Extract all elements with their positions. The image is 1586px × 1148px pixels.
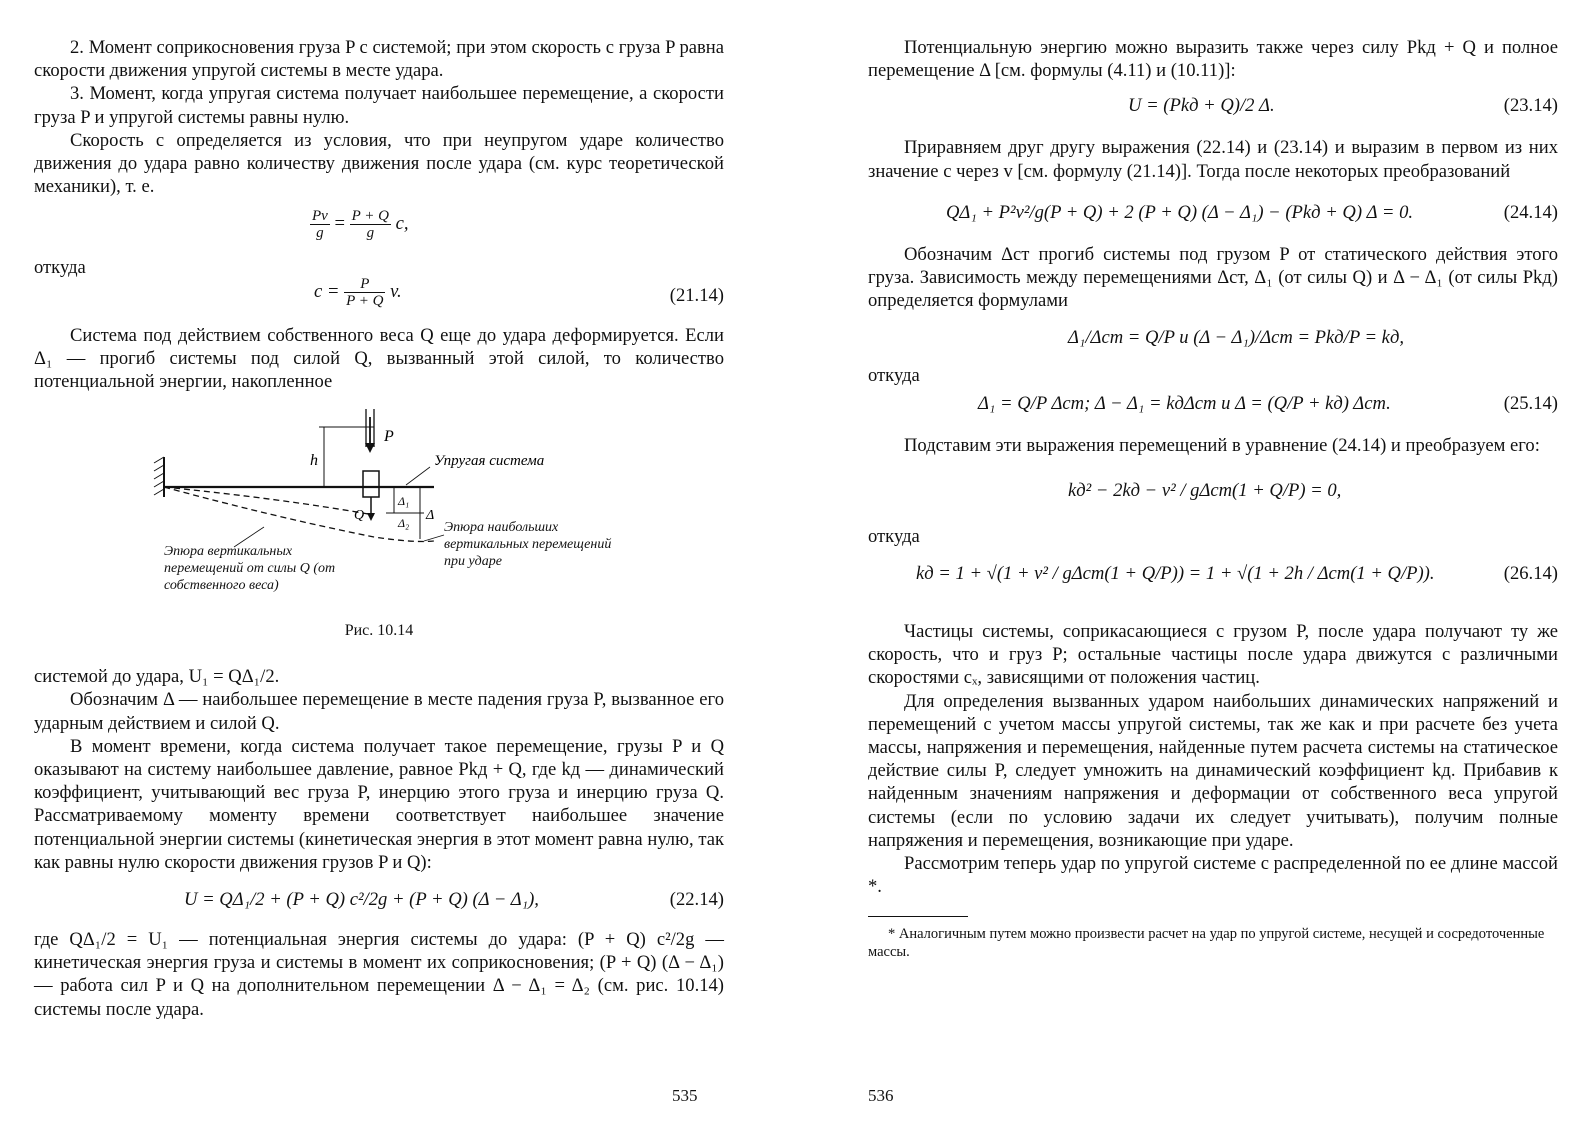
equation-number: (22.14) <box>669 889 724 911</box>
paragraph: где QΔ₁/2 = U₁ — потенциальная энергия системы до удара: (P + Q) c²/2g — кинетическая энергия груза и системы в момент их соприкосновения; (P + Q) (Δ − Δ₁) — работа сил P и Q на дополнительном перемещении Δ − Δ₁ = Δ₂ (см. рис. 10.14) системы после удара. <box>34 929 724 1020</box>
label-q: Q <box>354 508 365 524</box>
paragraph: Для определения вызванных ударом наибольших динамических напряжений и перемещений с учетом массы упругой системы, так же как и при расчете без учета массы, напряжения и перемещения, найденные путем расчета системы на статическое действие силы P, следует умножить на динамический коэффициент kд. Прибавив к найденным значениям напряжения и деформации от собственного веса упругой системы (если по условию задачи их следует учитывать), получим полные напряжения и перемещения, возникающие при ударе. <box>868 690 1558 851</box>
figure-caption: Рис. 10.14 <box>344 622 414 640</box>
equation-23-14: U = (Pkд + Q)/2 Δ. (23.14) <box>1128 95 1558 117</box>
equation-kd-quadratic: kд² − 2kд − v² / gΔст(1 + Q/P) = 0, <box>1068 479 1342 501</box>
equation-25-14: Δ₁ = Q/P Δст; Δ − Δ₁ = kдΔст и Δ = (Q/P + kд) Δст. (25.14) <box>978 392 1558 414</box>
label-h: h <box>310 452 318 470</box>
label-epure-q: Эпюра вертикальных перемещений от силы Q (от собственного веса) <box>164 544 336 594</box>
equation-24-14: QΔ₁ + P²v²/g(P + Q) + 2 (P + Q) (Δ − Δ₁) − (Pkд + Q) Δ = 0. (24.14) <box>946 201 1558 223</box>
paragraph: Подставим эти выражения перемещений в уравнение (24.14) и преобразуем его: <box>904 434 1540 456</box>
otkuda: откуда <box>868 525 920 547</box>
otkuda: откуда <box>868 365 920 387</box>
paragraph: Потенциальную энергию можно выразить также через силу Pkд + Q и полное перемещение Δ [см. формулы (4.11) и (10.11)]: <box>868 37 1558 82</box>
paragraph: Частицы системы, соприкасающиеся с грузом P, после удара получают ту же скорость, что и груз P; остальные частицы после удара движутся с различными скоростями cₓ, зависящими от положения частиц. <box>868 621 1558 689</box>
paragraph: Приравняем друг другу выражения (22.14) и (23.14) и выразим в первом из них значение c через v [см. формулу (21.14)]. Тогда после некоторых преобразований <box>868 137 1558 182</box>
paragraph: В момент времени, когда система получает такое перемещение, грузы P и Q оказывают на систему наибольшее давление, равное Pkд + Q, где kд — динамический коэффициент, учитывающий вес груза P, инерцию этого груза и инерцию груза Q. Рассматриваемому моменту времени соответствует наибольшее значение потенциальной энергии системы (кинетическая энергия в этот момент равна нулю, так как равны нулю скорости движения грузов P и Q): <box>34 735 724 873</box>
paragraph: Система под действием собственного веса Q еще до удара деформируется. Если Δ₁ — прогиб системы под силой Q, вызванный этой силой, то количество потенциальной энергии, накопленное <box>34 324 724 393</box>
label-elastic-system: Упругая система <box>434 453 545 470</box>
equation-number: (25.14) <box>1503 392 1558 414</box>
otkuda: откуда <box>34 257 86 279</box>
equation-momentum: $\frac{Pv}{g}$ = $\frac{P + Q}{g}$ c, <box>312 208 409 242</box>
equation-26-14: kд = 1 + √(1 + v² / gΔст(1 + Q/P)) = 1 + √(1 + 2h / Δст(1 + Q/P)). (26.14) <box>916 563 1558 585</box>
paragraph: Обозначим Δст прогиб системы под грузом P от статического действия этого груза. Зависимость между перемещениями Δст, Δ₁ (от силы Q) и Δ − Δ₁ (от силы Pkд) определяется формулами <box>868 243 1558 312</box>
equation-number: (21.14) <box>669 284 724 306</box>
page-number: 536 <box>868 1086 894 1105</box>
equation-21-14: c = $\frac{P}{P + Q}$ v. (21.14) <box>314 275 724 309</box>
right-page <box>868 36 1559 1105</box>
equation-number: (26.14) <box>1503 563 1558 585</box>
label-delta: Δ <box>426 508 435 524</box>
equation-number: (23.14) <box>1503 95 1558 117</box>
equation-displacement-ratios: Δ₁/Δст = Q/P и (Δ − Δ₁)/Δст = Pkд/P = kд, <box>1068 327 1404 349</box>
figure-10-14 <box>34 407 724 657</box>
paragraph: системой до удара, U₁ = QΔ₁/2. <box>34 666 280 688</box>
paragraph: Скорость c определяется из условия, что при неупругом ударе количество движения до удара равно количеству движения после удара (см. курс теоретической механики), т. е. <box>34 129 724 198</box>
label-delta2: Δ₂ <box>398 516 410 531</box>
paragraph: Рассмотрим теперь удар по упругой системе с распределенной по ее длине массой *. <box>868 853 1559 898</box>
equation-22-14: U = QΔ₁/2 + (P + Q) c²/2g + (P + Q) (Δ − Δ₁), (22.14) <box>184 889 724 911</box>
paragraph: 3. Момент, когда упругая система получает наибольшее перемещение, а скорости груза P и упругой системы равны нулю. <box>34 83 724 128</box>
equation-number: (24.14) <box>1503 201 1558 223</box>
label-epure-max: Эпюра наибольших вертикальных перемещений при ударе <box>444 520 612 570</box>
left-page <box>34 36 724 1105</box>
page-number: 535 <box>672 1086 698 1105</box>
label-p: P <box>384 428 394 446</box>
label-delta1: Δ₁ <box>398 494 410 509</box>
paragraph: 2. Момент соприкосновения груза P с системой; при этом скорость c груза P равна скорости движения упругой системы в месте удара. <box>34 37 724 82</box>
footnote-rule <box>868 916 968 917</box>
footnote: * Аналогичным путем можно произвести расчет на удар по упругой системе, несущей и сосредоточенные массы. <box>868 926 1545 961</box>
paragraph: Обозначим Δ — наибольшее перемещение в месте падения груза P, вызванное его ударным действием и силой Q. <box>34 689 724 734</box>
